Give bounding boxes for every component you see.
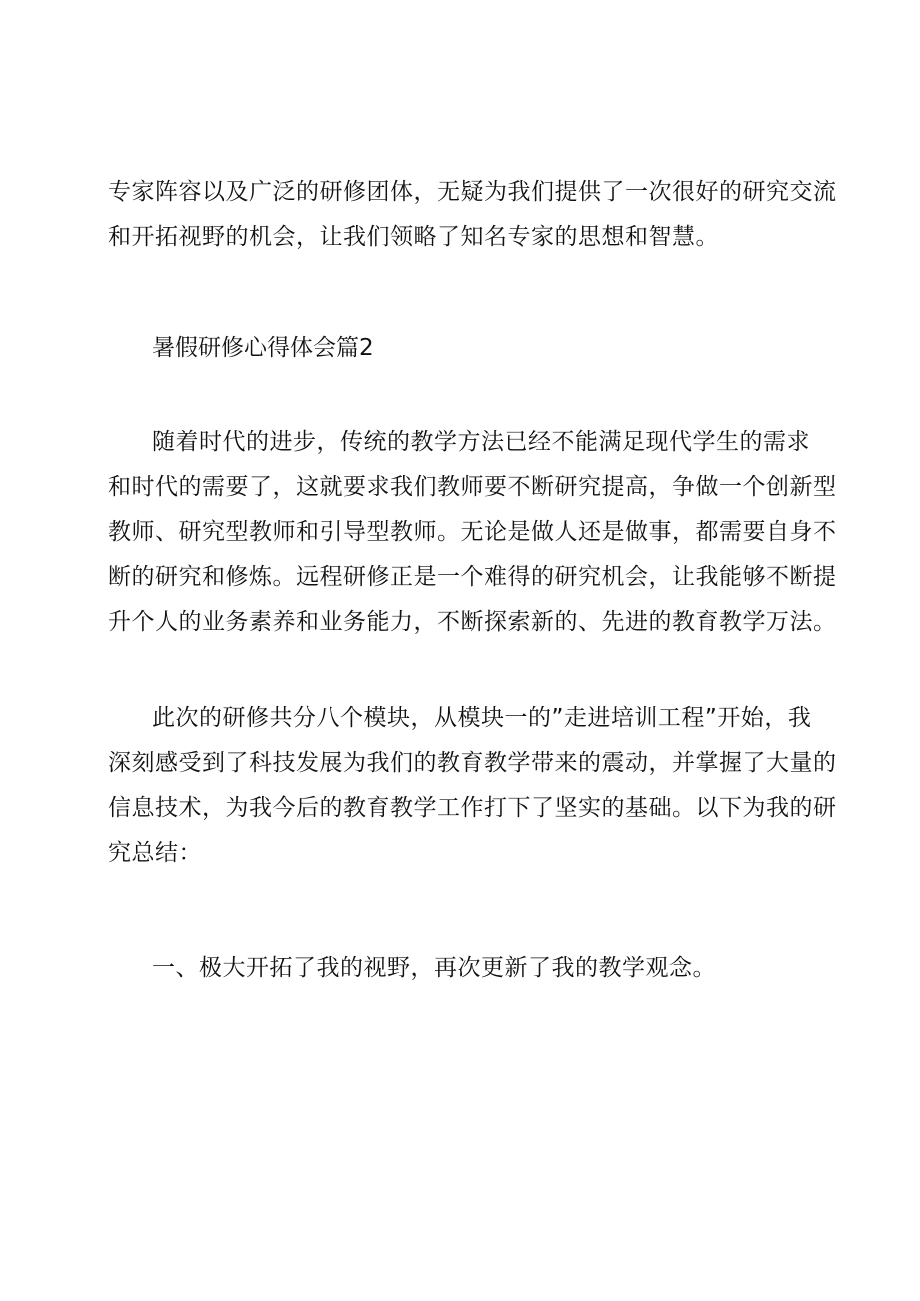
paragraph-3-line-4: 究总结：	[108, 840, 202, 866]
paragraph-2-line-2: 和时代的需要了，这就要求我们教师要不断研究提高，争做一个创新型	[108, 474, 837, 500]
paragraph-2-line-3: 教师、研究型教师和引导型教师。无论是做人还是做事，都需要自身不	[108, 519, 837, 545]
paragraph-3-line-2: 深刻感受到了科技发展为我们的教育教学带来的震动，并掌握了大量的	[108, 750, 837, 776]
section-1-title	[108, 946, 820, 991]
paragraph-1-line-1: 专家阵容以及广泛的研修团体，无疑为我们提供了一次很好的研究交流	[108, 179, 837, 205]
paragraph-1	[108, 170, 837, 260]
paragraph-2-line-1: 随着时代的进步，传统的教学方法已经不能满足现代学生的需求	[152, 429, 810, 455]
paragraph-3-line-3: 信息技术，为我今后的教育教学工作打下了坚实的基础。以下为我的研	[108, 795, 837, 821]
paragraph-2	[108, 420, 837, 645]
paragraph-3	[108, 696, 837, 876]
paragraph-2-line-4: 断的研究和修炼。远程研修正是一个难得的研究机会，让我能够不断提	[108, 564, 837, 590]
paragraph-2-line-5: 升个人的业务素养和业务能力，不断探索新的、先进的教育教学万法。	[108, 609, 837, 635]
paragraph-1-line-2: 和开拓视野的机会，让我们领略了知名专家的思想和智慧。	[108, 224, 719, 250]
section-1-title-text: 一、极大开拓了我的视野，再次更新了我的教学观念。	[152, 955, 716, 981]
section-heading	[108, 326, 820, 371]
heading-text: 暑假研修心得体会篇2	[152, 335, 374, 361]
paragraph-3-line-1: 此次的研修共分八个模块，从模块一的”走进培训工程”开始，我	[152, 705, 812, 731]
